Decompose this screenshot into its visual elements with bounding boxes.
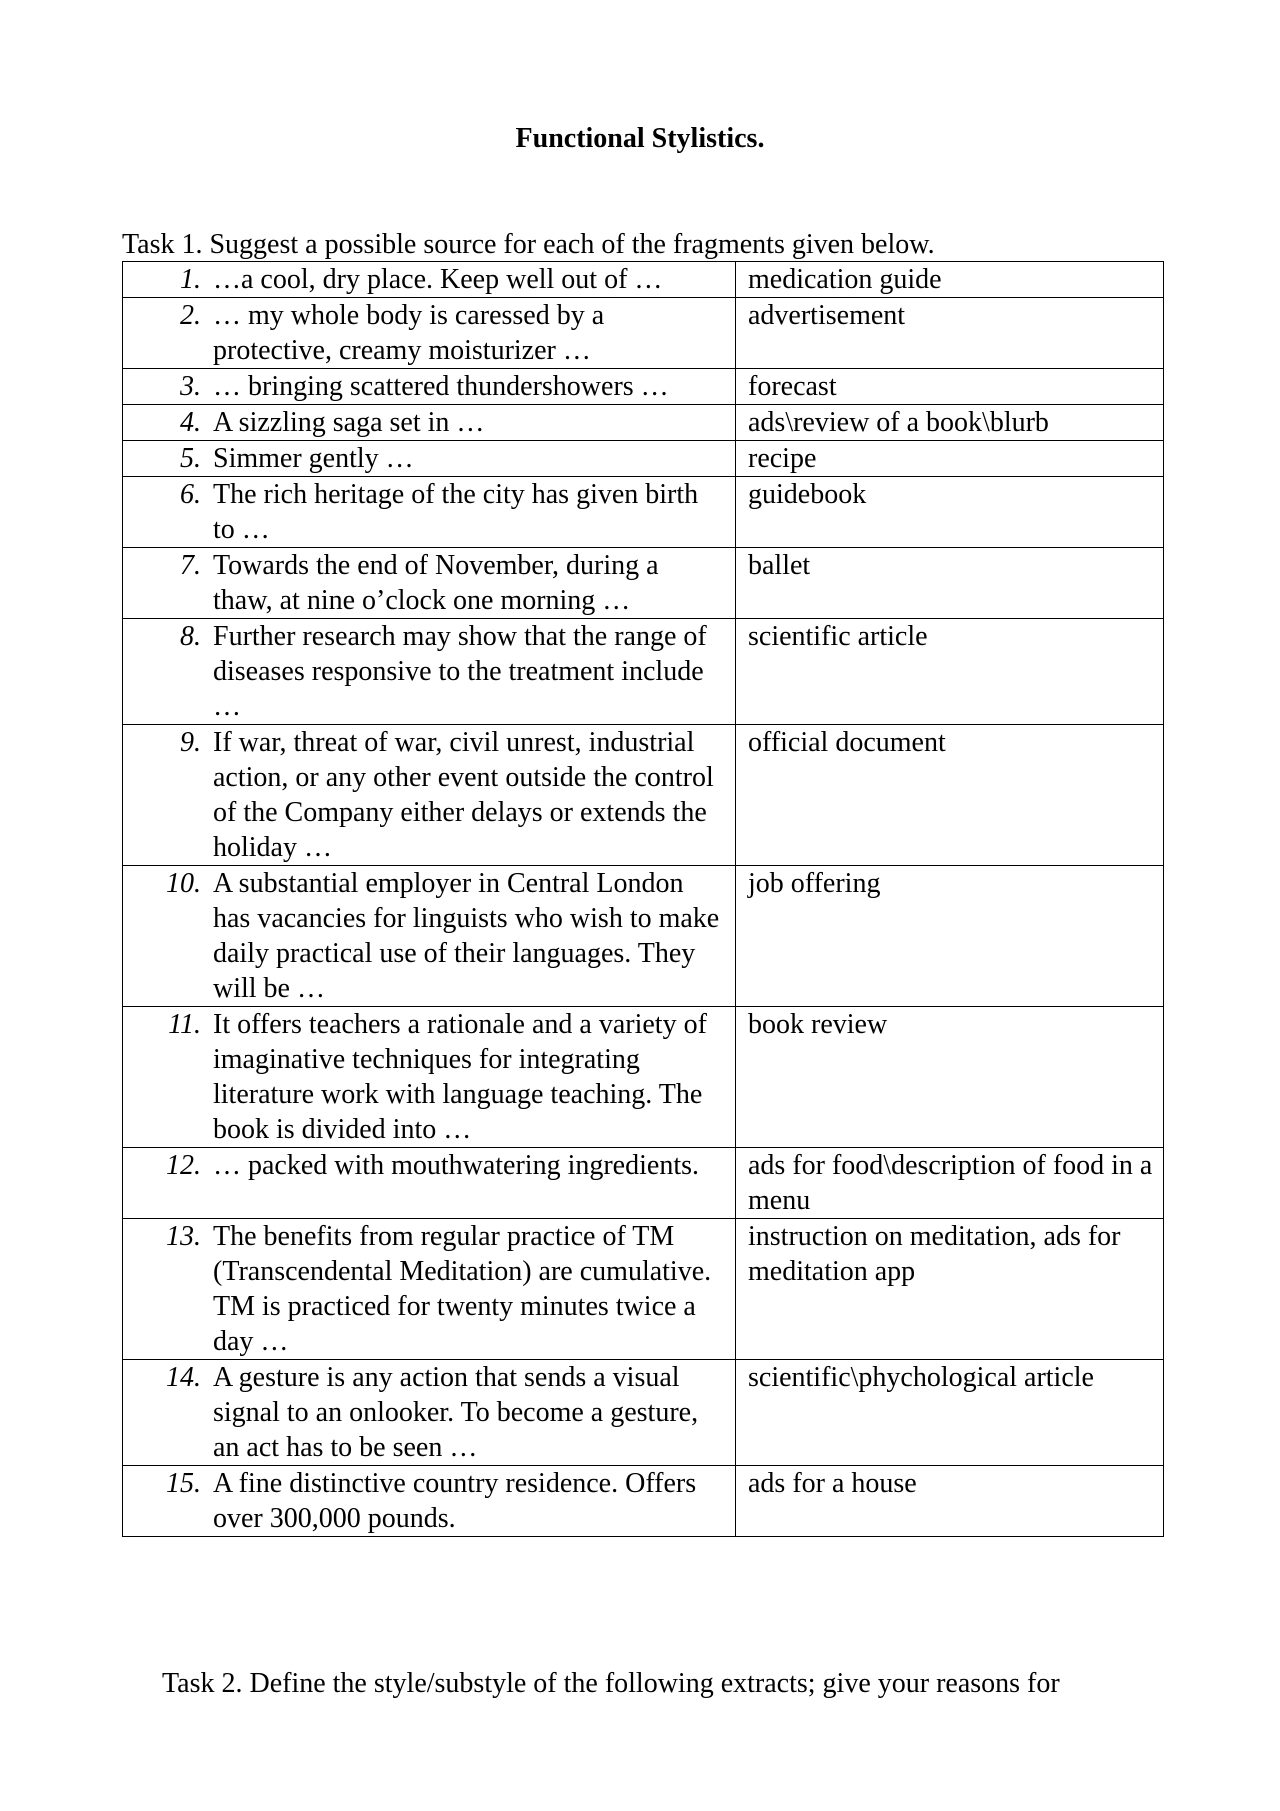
task1-heading: Task 1. Suggest a possible source for each of the fragments given below. (122, 229, 935, 260)
fragment-number: 1. (180, 264, 201, 295)
fragment-cell (123, 725, 736, 866)
fragment-number: 4. (180, 407, 201, 438)
fragment-number: 8. (180, 621, 201, 652)
source-cell: guidebook (736, 477, 1164, 548)
table-row (123, 1148, 1164, 1219)
source-cell: scientific\phychological article (736, 1360, 1164, 1466)
fragment-item (123, 866, 725, 1006)
source-cell: ads for a house (736, 1466, 1164, 1537)
table-row (123, 405, 1164, 441)
fragment-number: 13. (166, 1221, 201, 1252)
fragment-item (123, 619, 725, 724)
fragments-table-body (123, 262, 1164, 1537)
fragment-cell (123, 298, 736, 369)
fragment-item (123, 369, 725, 404)
fragment-item (123, 1148, 725, 1183)
fragment-cell (123, 1007, 736, 1148)
source-cell: ads for food\description of food in a menu (736, 1148, 1164, 1219)
fragment-item (123, 262, 725, 297)
table-row (123, 548, 1164, 619)
fragments-table (122, 261, 1164, 1537)
table-row (123, 262, 1164, 298)
table-row (123, 369, 1164, 405)
table-row (123, 725, 1164, 866)
source-cell: ads\review of a book\blurb (736, 405, 1164, 441)
fragment-number: 11. (168, 1009, 201, 1040)
fragment-number: 2. (180, 300, 201, 331)
fragment-cell (123, 1148, 736, 1219)
source-cell: instruction on meditation, ads for meditation app (736, 1219, 1164, 1360)
fragment-item (123, 298, 725, 368)
source-cell: advertisement (736, 298, 1164, 369)
source-cell: official document (736, 725, 1164, 866)
fragment-text: A fine distinctive country residence. Offers over 300,000 pounds. (213, 1468, 697, 1534)
fragment-item (123, 441, 725, 476)
page-title: Functional Stylistics. (515, 123, 765, 154)
fragment-text: Simmer gently … (213, 443, 414, 474)
fragment-number: 14. (166, 1362, 201, 1393)
fragment-cell (123, 1466, 736, 1537)
table-row (123, 298, 1164, 369)
fragment-cell (123, 548, 736, 619)
fragment-cell (123, 369, 736, 405)
source-cell: ballet (736, 548, 1164, 619)
fragment-text: … my whole body is caressed by a protective, creamy moisturizer … (213, 300, 605, 366)
fragment-text: A gesture is any action that sends a visual signal to an onlooker. To become a gesture, an act has to be seen … (213, 1362, 699, 1463)
fragment-item (123, 1466, 725, 1536)
fragment-text: …a cool, dry place. Keep well out of … (213, 264, 663, 295)
table-row (123, 441, 1164, 477)
fragment-text: A substantial employer in Central London has vacancies for linguists who wish to make daily practical use of their languages. They will be … (213, 868, 720, 1004)
fragment-number: 9. (180, 727, 201, 758)
fragment-number: 6. (180, 479, 201, 510)
fragment-item (123, 1219, 725, 1359)
fragment-number: 15. (166, 1468, 201, 1499)
fragment-item (123, 548, 725, 618)
source-cell: medication guide (736, 262, 1164, 298)
source-cell: scientific article (736, 619, 1164, 725)
fragment-number: 7. (180, 550, 201, 581)
fragment-cell (123, 441, 736, 477)
fragment-item (123, 405, 725, 440)
table-row (123, 1007, 1164, 1148)
fragment-cell (123, 1360, 736, 1466)
source-cell: forecast (736, 369, 1164, 405)
fragment-item (123, 725, 725, 865)
fragment-text: A sizzling saga set in … (213, 407, 485, 438)
fragment-text: It offers teachers a rationale and a variety of imaginative techniques for integrating literature work with language teaching. The book is divided into … (213, 1009, 707, 1145)
fragment-cell (123, 477, 736, 548)
fragment-text: The benefits from regular practice of TM (Transcendental Meditation) are cumulative. TM is practiced for twenty minutes twice a day … (213, 1221, 712, 1357)
fragment-item (123, 1007, 725, 1147)
table-row (123, 477, 1164, 548)
fragment-number: 5. (180, 443, 201, 474)
table-row (123, 1219, 1164, 1360)
fragment-cell (123, 619, 736, 725)
table-row (123, 619, 1164, 725)
fragment-text: Towards the end of November, during a thaw, at nine o’clock one morning … (213, 550, 659, 616)
fragment-text: The rich heritage of the city has given birth to … (213, 479, 699, 545)
fragment-number: 10. (166, 868, 201, 899)
fragment-text: … packed with mouthwatering ingredients. (213, 1150, 699, 1181)
fragment-number: 12. (166, 1150, 201, 1181)
fragment-text: … bringing scattered thundershowers … (213, 371, 669, 402)
source-cell: recipe (736, 441, 1164, 477)
fragment-text: Further research may show that the range of diseases responsive to the treatment include … (213, 621, 707, 722)
fragment-cell (123, 405, 736, 441)
fragment-text: If war, threat of war, civil unrest, industrial action, or any other event outside the control of the Company either delays or extends the holiday … (213, 727, 714, 863)
fragment-item (123, 477, 725, 547)
fragment-number: 3. (180, 371, 201, 402)
table-row (123, 1360, 1164, 1466)
table-row (123, 866, 1164, 1007)
fragment-cell (123, 866, 736, 1007)
table-row (123, 1466, 1164, 1537)
fragment-cell (123, 262, 736, 298)
fragment-cell (123, 1219, 736, 1360)
source-cell: job offering (736, 866, 1164, 1007)
source-cell: book review (736, 1007, 1164, 1148)
fragment-item (123, 1360, 725, 1465)
task2-heading: Task 2. Define the style/substyle of the following extracts; give your reasons for (162, 1668, 1060, 1699)
